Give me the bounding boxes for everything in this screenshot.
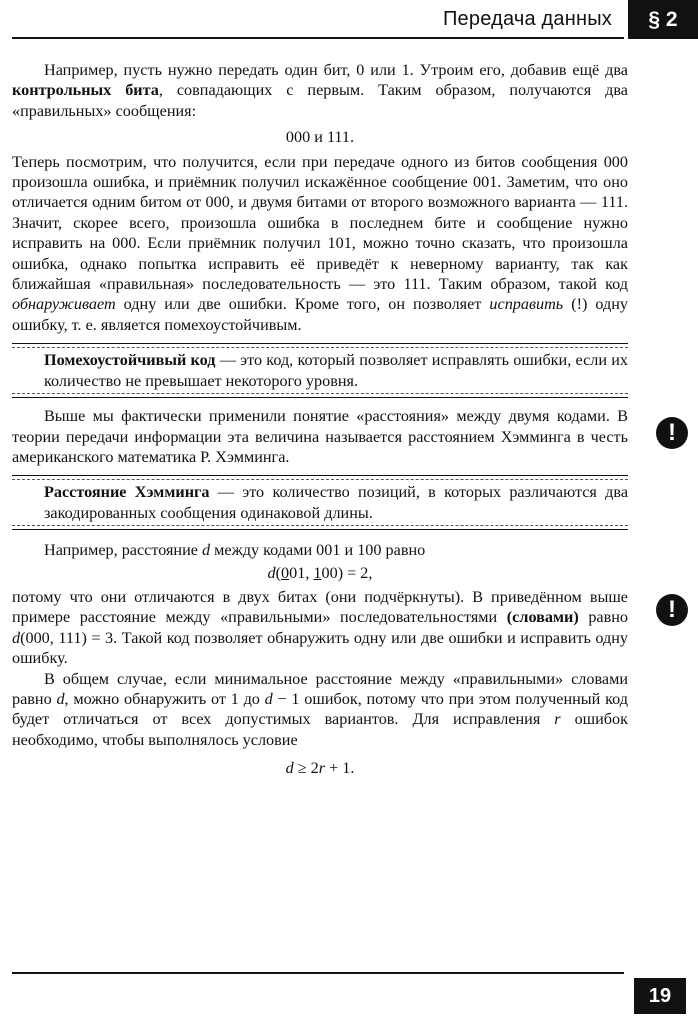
text-run: ≥ 2 [293, 759, 319, 778]
math-variable: r [318, 759, 326, 778]
text-run: потому что они отличаются в двух битах (они подчёркнуты). В приведённом выше примере расстояние между «правильными» последовательностями [12, 587, 628, 627]
text-run: 0 [289, 563, 298, 582]
definition-term: Расстояние Хэмминга [44, 483, 210, 502]
text-run: ) = 2, [337, 563, 373, 582]
paragraph-example-intro [12, 60, 628, 121]
page-header [0, 0, 698, 40]
page-number: 19 [634, 978, 686, 1014]
text-run: 0 [321, 563, 330, 582]
formula-000-111: 000 и 111. [285, 128, 355, 147]
header-rule [12, 37, 624, 39]
important-exclamation-icon: ! [656, 594, 688, 626]
text-run: равно [578, 608, 628, 627]
text-run: — это код, который позволяет исправлять ошибки, если их количество не превышает некоторого уровня. [44, 351, 628, 390]
bold-term: (словами) [506, 608, 579, 627]
italic-term: обнаруживает [12, 295, 116, 314]
paragraph-error-analysis [12, 152, 628, 336]
text-run: между кодами 001 и 100 равно [210, 541, 426, 560]
definition-text [44, 482, 628, 523]
text-run: одну или две ошибки. Кроме того, он позволяет [115, 295, 490, 314]
section-badge: § 2 [628, 0, 698, 39]
running-title: Передача данных [442, 8, 612, 30]
important-exclamation-icon: ! [656, 417, 688, 449]
definition-term: Помехоустойчивый код [44, 351, 216, 370]
text-run: − 1 ошибок, потому что при этом полученный код будет отличаться от всех допустимых вариантов. Для исправления [12, 689, 629, 729]
paragraph-distance-concept: Выше мы фактически применили понятие «расстояния» между двумя кодами. В теории передачи информации эта величина называется расстоянием Хэмминга в честь американского математика Р. Хэмминга. [12, 407, 628, 466]
definition-box-noise-tolerant-code [12, 343, 628, 398]
bold-term: контрольных бита [12, 81, 159, 100]
text-run: (000, 111) = 3. Такой код позволяет обнаружить одну или две ошибки и исправить одну ошибку. [12, 628, 628, 668]
paragraph-distance-explanation [12, 587, 628, 669]
definition-box-hamming-distance [12, 475, 628, 530]
text-run: 1 [297, 563, 306, 582]
text-run: ( [275, 563, 282, 582]
math-variable: d [264, 689, 273, 708]
underlined-bit: 1 [313, 563, 322, 582]
text-run: Теперь посмотрим, что получится, если при передаче одного из битов сообщения 000 произошла ошибка, и приёмник получил искажённое сообщение 001. Заметим, что оно отличается одним битом от 000, и двумя битами от второго возможного варианта — 111. Значит, скорее всего, произошла ошибка в последнем бите и сообщение нужно исправить на 000. Если приёмник получил 101, можно точно сказать, что произошла ошибка, однако попытка исправить её приведёт к неверному варианту, так как ближайшая «правильная» последовательность — это 111. Таким образом, такой код [12, 152, 628, 294]
text-run: , [305, 563, 314, 582]
text-run: + 1. [325, 759, 355, 778]
math-variable: d [202, 541, 211, 560]
text-run: Например, расстояние [44, 541, 202, 560]
formula-distance-001-100 [12, 563, 628, 583]
text-run: Например, пусть нужно передать один бит, 0 или 1. Утроим его, добавив ещё два [44, 61, 628, 79]
footer-rule [12, 972, 624, 974]
math-variable: d [267, 563, 276, 582]
math-variable: d [12, 628, 21, 647]
underlined-bit: 0 [281, 563, 290, 582]
math-variable: d [56, 689, 65, 708]
page-body [12, 60, 628, 783]
formula-inequality [12, 758, 628, 778]
math-variable: r [554, 710, 561, 729]
text-run: — это количество позиций, в которых различаются два закодированных сообщения одинаковой длины. [44, 483, 629, 522]
italic-term: исправить [489, 295, 564, 314]
text-run: , можно обнаружить от 1 до [64, 689, 265, 708]
text-run: 0 [329, 563, 338, 582]
text-run: , совпадающих с первым. Таким образом, получаются два «правильных» сообщения: [12, 81, 628, 120]
paragraph-general-case [12, 669, 628, 751]
definition-text [44, 350, 628, 391]
paragraph-distance-example [12, 540, 628, 560]
text-run: В общем случае, если минимальное расстояние между «правильными» словами равно [12, 669, 628, 708]
text-run: ошибок необходимо, чтобы выполнялось условие [12, 710, 629, 749]
math-variable: d [285, 759, 294, 778]
text-run: (!) одну ошибку, т. е. является помехоустойчивым. [12, 295, 629, 334]
